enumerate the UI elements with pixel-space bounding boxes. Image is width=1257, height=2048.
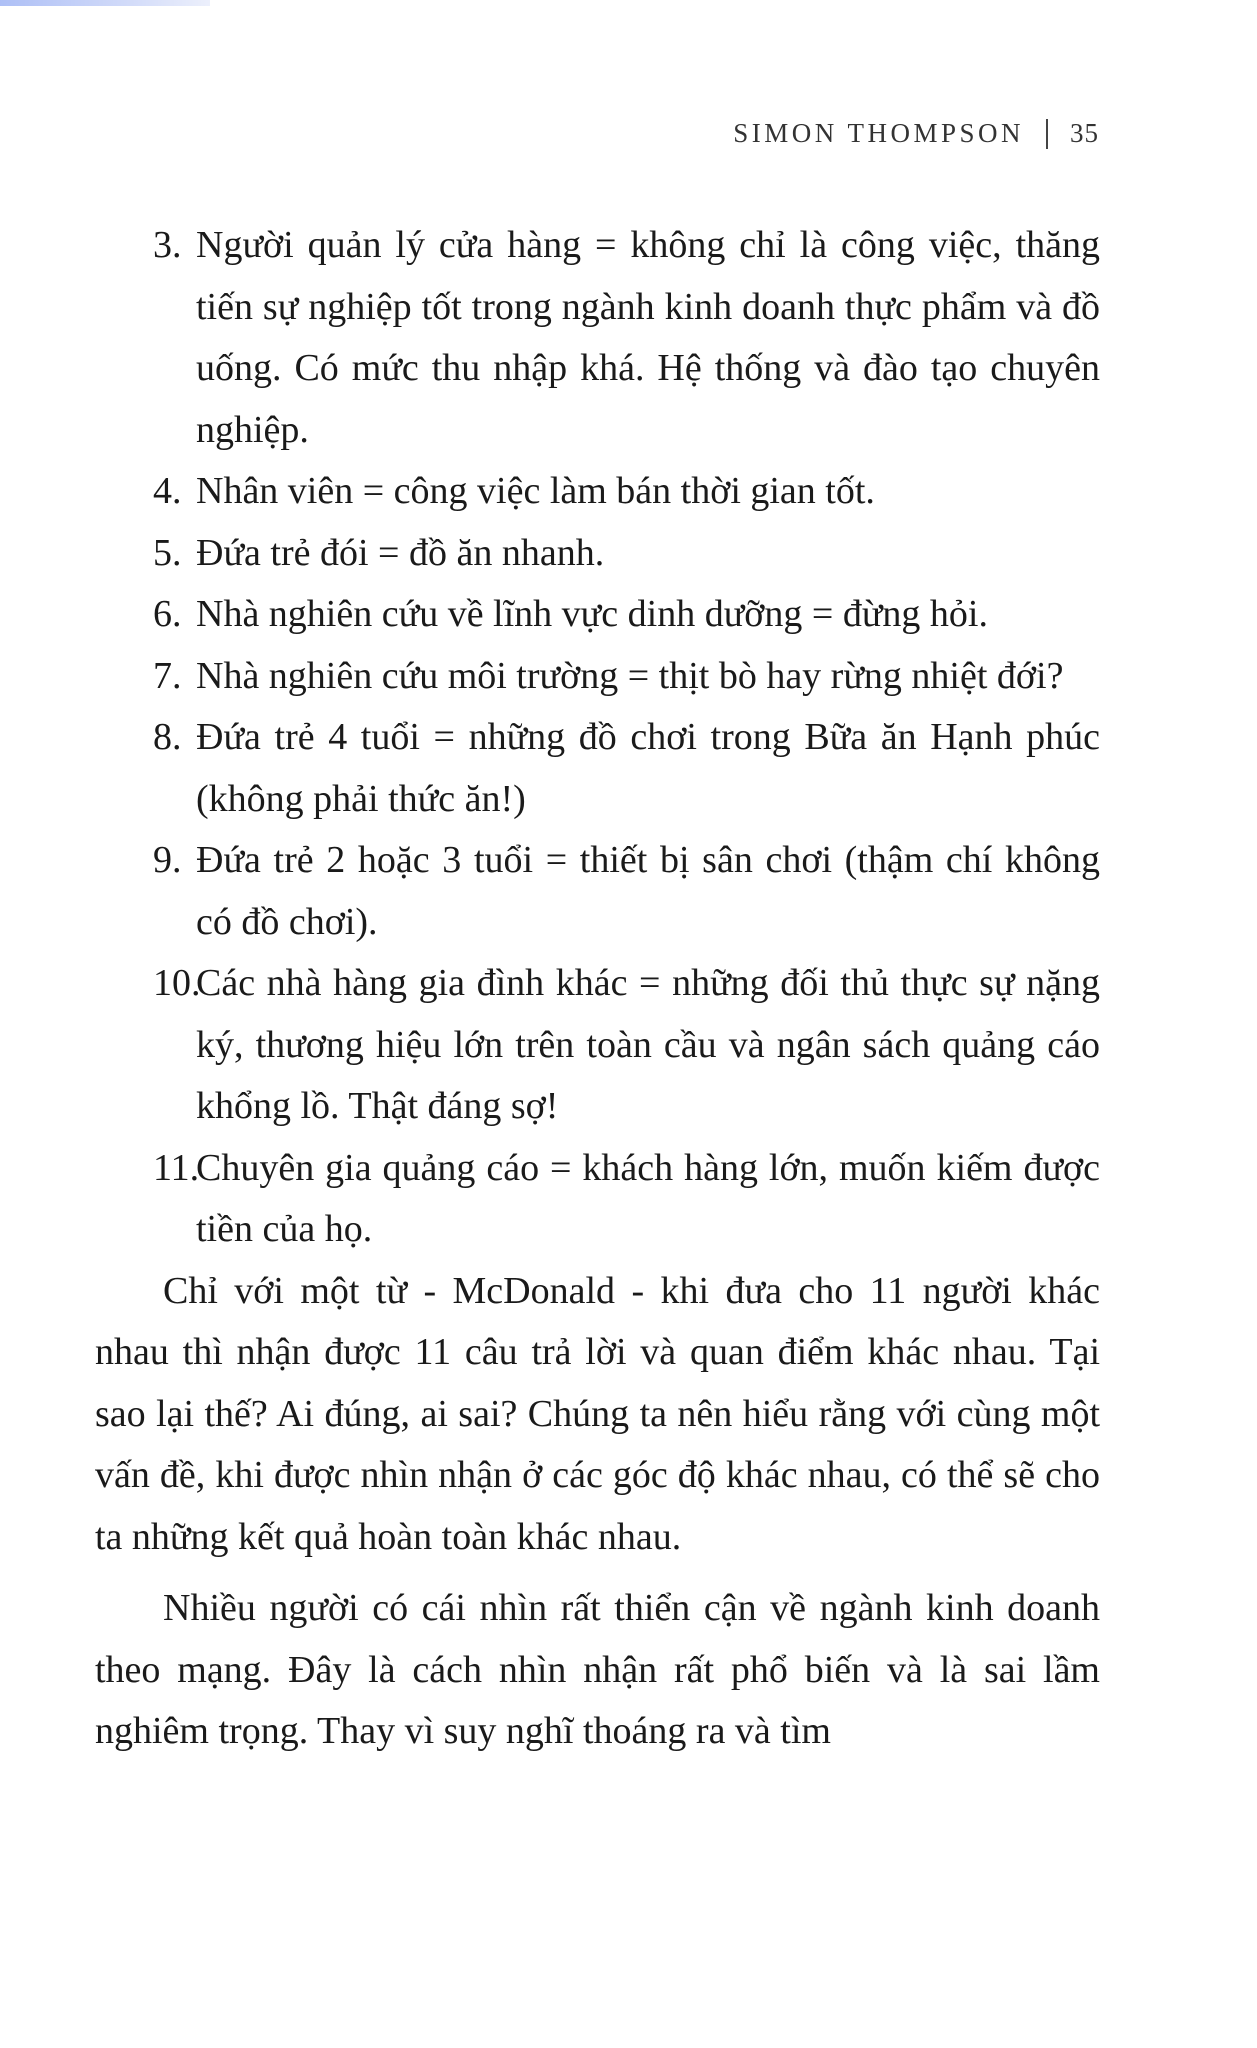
list-item-text: Đứa trẻ đói = đồ ăn nhanh. — [196, 531, 605, 574]
header-divider — [1046, 119, 1048, 149]
numbered-list — [95, 215, 1100, 1261]
list-item-text: Nhà nghiên cứu về lĩnh vực dinh dưỡng = đừng hỏi. — [196, 593, 988, 635]
list-item-number: 10. — [153, 962, 201, 1004]
list-item — [95, 830, 1100, 953]
list-item-number: 3. — [153, 224, 182, 266]
list-item-number: 4. — [153, 470, 182, 512]
running-header — [733, 118, 1099, 149]
list-item-text: Các nhà hàng gia đình khác = những đối thủ thực sự nặng ký, thương hiệu lớn trên toàn cầu và ngân sách quảng cáo khổng lồ. Thật đáng sợ! — [196, 962, 1100, 1127]
body-paragraph: Nhiều người có cái nhìn rất thiển cận về ngành kinh doanh theo mạng. Đây là cách nhìn nhận rất phổ biến và là sai lầm nghiêm trọng. Thay vì suy nghĩ thoáng ra và tìm — [95, 1587, 1100, 1752]
body-paragraph: Chỉ với một từ - McDonald - khi đưa cho 11 người khác nhau thì nhận được 11 câu trả lời và quan điểm khác nhau. Tại sao lại thế? Ai đúng, ai sai? Chúng ta nên hiểu rằng với cùng một vấn đề, khi được nhìn nhận ở các góc độ khác nhau, có thể sẽ cho ta những kết quả hoàn toàn khác nhau. — [95, 1269, 1100, 1558]
list-item — [95, 707, 1100, 830]
page-number: 35 — [1070, 118, 1099, 148]
list-item — [95, 1138, 1100, 1261]
list-item-number: 9. — [153, 839, 182, 881]
list-item-text: Nhân viên = công việc làm bán thời gian tốt. — [196, 470, 875, 512]
list-item — [95, 461, 1100, 523]
list-item — [95, 523, 1100, 585]
page-body — [95, 215, 1100, 1763]
author-name: SIMON THOMPSON — [733, 118, 1024, 148]
list-item-text: Đứa trẻ 4 tuổi = những đồ chơi trong Bữa ăn Hạnh phúc (không phải thức ăn!) — [196, 716, 1100, 820]
list-item-text: Chuyên gia quảng cáo = khách hàng lớn, muốn kiếm được tiền của họ. — [196, 1146, 1100, 1250]
list-item-number: 6. — [153, 593, 182, 635]
list-item — [95, 215, 1100, 461]
list-item-number: 8. — [153, 716, 182, 758]
list-item — [95, 953, 1100, 1138]
scan-edge-artifact — [0, 0, 210, 6]
list-item-number: 11. — [153, 1146, 200, 1189]
list-item-text: Nhà nghiên cứu môi trường = thịt bò hay rừng nhiệt đới? — [196, 654, 1064, 697]
list-item-text: Đứa trẻ 2 hoặc 3 tuổi = thiết bị sân chơi (thậm chí không có đồ chơi). — [196, 839, 1100, 943]
list-item-text: Người quản lý cửa hàng = không chỉ là công việc, thăng tiến sự nghiệp tốt trong ngành kinh doanh thực phẩm và đồ uống. Có mức thu nhập khá. Hệ thống và đào tạo chuyên nghiệp. — [196, 224, 1100, 451]
list-item — [95, 584, 1100, 646]
list-item-number: 5. — [153, 531, 182, 574]
list-item-number: 7. — [153, 654, 182, 697]
list-item — [95, 646, 1100, 708]
